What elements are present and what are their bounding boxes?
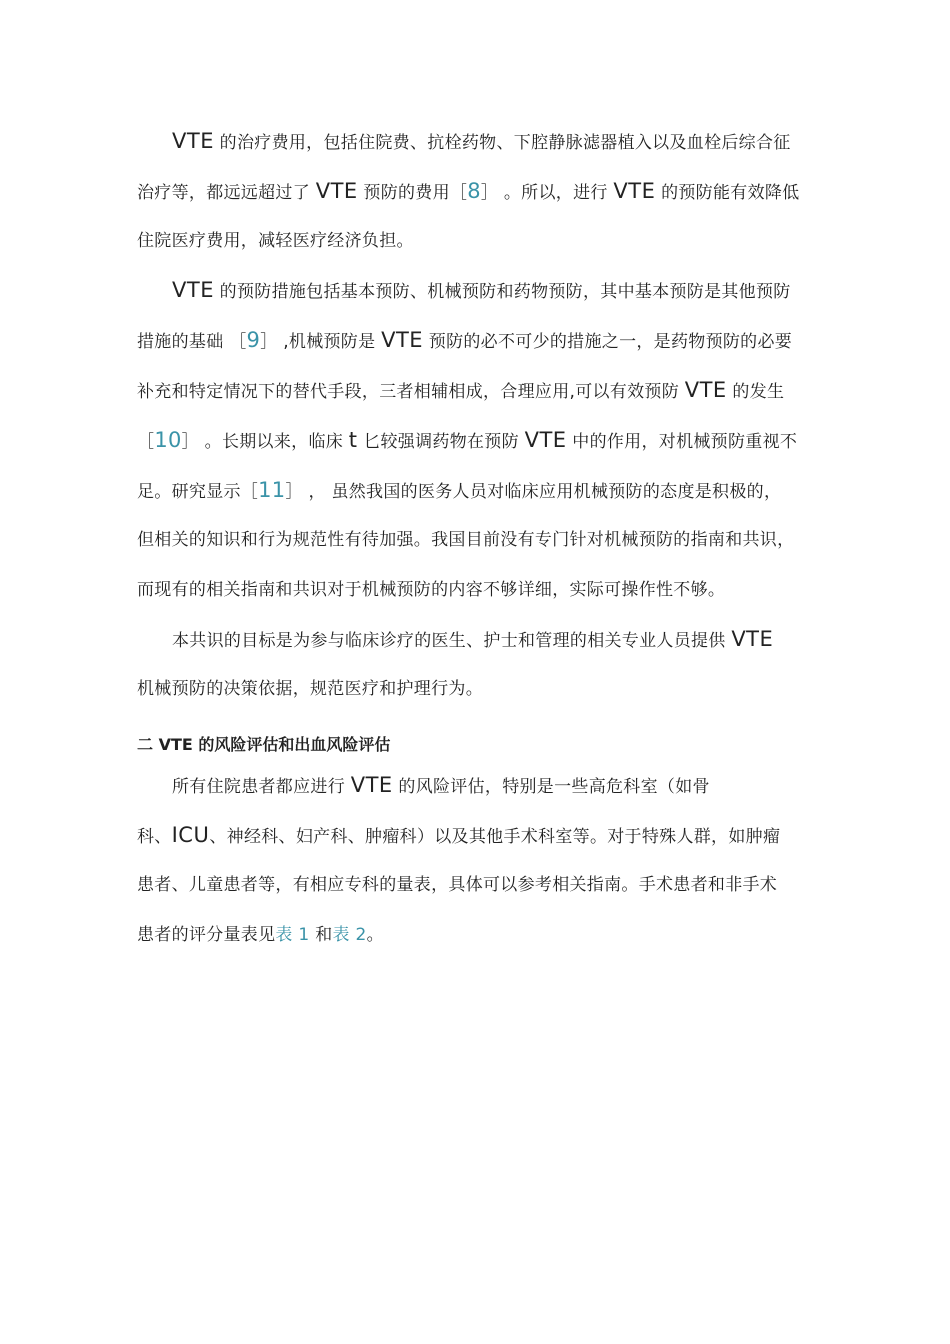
reference-link[interactable]: 8 — [467, 179, 481, 203]
text-segment: 的风险评估，特别是一些高危科室（如骨 — [392, 777, 710, 797]
text-line — [137, 515, 827, 565]
text-segment: ］ 。长期以来，临床 — [181, 432, 349, 452]
paragraph-consensus-goal — [137, 614, 827, 714]
text-segment: 。 — [366, 925, 384, 945]
reference-link[interactable]: 11 — [258, 478, 286, 502]
latin-term: VTE — [172, 129, 214, 153]
text-line — [137, 415, 827, 465]
text-segment: 而现有的相关指南和共识对于机械预防的内容不够详细，实际可操作性不够。 — [137, 580, 726, 600]
latin-term: VTE — [172, 278, 214, 302]
text-segment: 中的作用，对机械预防重视不 — [566, 432, 798, 452]
text-segment: 的预防能有效降低 — [655, 183, 800, 203]
text-segment: ］ 。所以，进行 — [480, 183, 614, 203]
text-segment: 补充和特定情况下的替代手段，三者相辅相成，合理应用,可以有效预防 — [137, 382, 685, 402]
text-line — [137, 760, 827, 810]
text-segment: 的预防措施包括基本预防、机械预防和药物预防，其中基本预防是其他预防 — [213, 282, 791, 302]
text-segment: 患者的评分量表见 — [137, 925, 276, 945]
text-segment: 患者、儿童患者等，有相应专科的量表，具体可以参考相关指南。手术患者和非手术 — [137, 875, 778, 895]
paragraph-risk-assessment — [137, 760, 827, 960]
paragraph-prevention-measures — [137, 265, 827, 615]
text-segment: 本共识的目标是为参与临床诊疗的医生、护士和管理的相关专业人员提供 — [172, 631, 732, 651]
text-segment: ］ ， 虽然我国的医务人员对临床应用机械预防的态度是积极的， — [285, 482, 782, 502]
latin-term: VTE — [524, 428, 567, 452]
text-segment: 但相关的知识和行为规范性有待加强。我国目前没有专门针对机械预防的指南和共识， — [137, 530, 795, 550]
text-line — [137, 216, 827, 266]
text-segment: 措施的基础 ［ — [137, 332, 247, 352]
text-line — [137, 860, 827, 910]
text-segment: 匕较强调药物在预防 — [357, 432, 525, 452]
latin-term: ICU — [171, 823, 210, 847]
text-segment: 和 — [309, 925, 333, 945]
text-line — [137, 265, 827, 315]
text-segment: 治疗等，都远远超过了 — [137, 183, 316, 203]
latin-term: VTE — [381, 328, 424, 352]
text-segment: 住院医疗费用，减轻医疗经济负担。 — [137, 231, 414, 251]
text-line — [137, 810, 827, 860]
paragraph-treatment-cost — [137, 116, 827, 266]
text-segment: 预防的费用［ — [357, 183, 468, 203]
latin-term: VTE — [731, 627, 774, 651]
latin-term: VTE — [684, 378, 727, 402]
text-segment: 的发生 — [726, 382, 785, 402]
text-segment: 的治疗费用，包括住院费、抗栓药物、下腔静脉滤器植入以及血栓后综合征 — [213, 133, 791, 153]
text-line — [137, 614, 827, 664]
latin-term: t — [348, 428, 358, 452]
text-segment: 所有住院患者都应进行 — [172, 777, 351, 797]
section-heading-risk-assessment: 二 VTE 的风险评估和出血风险评估 — [137, 735, 391, 754]
text-line — [137, 365, 827, 415]
reference-link[interactable]: 9 — [246, 328, 261, 352]
text-segment: 、神经科、妇产科、肿瘤科）以及其他手术科室等。对于特殊人群，如肿瘤 — [209, 827, 781, 847]
text-segment: ］ ,机械预防是 — [260, 332, 382, 352]
text-segment: ［ — [137, 432, 155, 452]
table-link[interactable]: 表 2 — [332, 925, 367, 945]
text-segment: 预防的必不可少的措施之一，是药物预防的必要 — [423, 332, 793, 352]
latin-term: VTE — [350, 773, 393, 797]
text-line — [137, 116, 827, 166]
table-link[interactable]: 表 1 — [275, 925, 310, 945]
text-line — [137, 315, 827, 365]
text-segment: 足。研究显示［ — [137, 482, 259, 502]
text-line — [137, 166, 827, 216]
text-segment: 科、 — [137, 827, 172, 847]
latin-term: VTE — [315, 179, 358, 203]
text-segment: 机械预防的决策依据，规范医疗和护理行为。 — [137, 679, 483, 699]
latin-term: VTE — [613, 179, 656, 203]
reference-link[interactable]: 10 — [154, 428, 182, 452]
text-line — [137, 465, 827, 515]
text-line — [137, 664, 827, 714]
text-line — [137, 910, 827, 960]
text-line — [137, 565, 827, 615]
